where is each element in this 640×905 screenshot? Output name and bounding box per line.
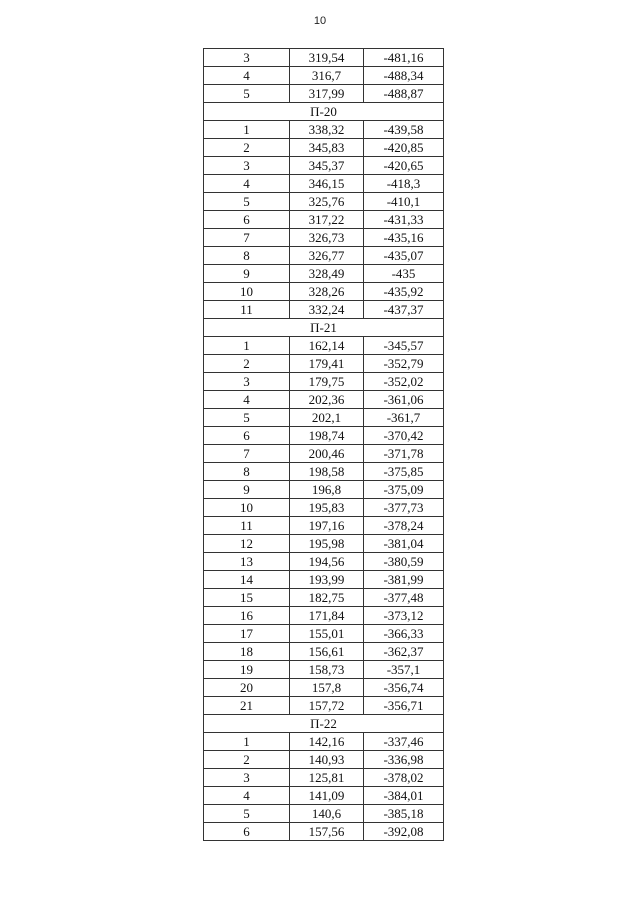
point-number-cell: 9 — [204, 481, 290, 499]
x-coordinate-cell: 140,6 — [290, 805, 364, 823]
y-coordinate-cell: -371,78 — [364, 445, 444, 463]
x-coordinate-cell: 317,22 — [290, 211, 364, 229]
point-number-cell: 11 — [204, 517, 290, 535]
x-coordinate-cell: 202,36 — [290, 391, 364, 409]
y-coordinate-cell: -357,1 — [364, 661, 444, 679]
table-row — [204, 733, 444, 751]
table-row — [204, 391, 444, 409]
x-coordinate-cell: 125,81 — [290, 769, 364, 787]
table-row — [204, 751, 444, 769]
table-row — [204, 121, 444, 139]
table-row — [204, 229, 444, 247]
y-coordinate-cell: -381,04 — [364, 535, 444, 553]
table-row — [204, 517, 444, 535]
table-row — [204, 265, 444, 283]
y-coordinate-cell: -420,85 — [364, 139, 444, 157]
table-row — [204, 589, 444, 607]
y-coordinate-cell: -377,48 — [364, 589, 444, 607]
x-coordinate-cell: 157,8 — [290, 679, 364, 697]
x-coordinate-cell: 196,8 — [290, 481, 364, 499]
y-coordinate-cell: -362,37 — [364, 643, 444, 661]
point-number-cell: 7 — [204, 445, 290, 463]
point-number-cell: 11 — [204, 301, 290, 319]
section-header-row — [204, 319, 444, 337]
x-coordinate-cell: 197,16 — [290, 517, 364, 535]
table-row — [204, 499, 444, 517]
coordinates-table — [203, 48, 444, 841]
x-coordinate-cell: 198,58 — [290, 463, 364, 481]
y-coordinate-cell: -375,85 — [364, 463, 444, 481]
x-coordinate-cell: 328,49 — [290, 265, 364, 283]
point-number-cell: 13 — [204, 553, 290, 571]
y-coordinate-cell: -356,71 — [364, 697, 444, 715]
point-number-cell: 10 — [204, 499, 290, 517]
table-row — [204, 409, 444, 427]
point-number-cell: 2 — [204, 751, 290, 769]
table-row — [204, 283, 444, 301]
x-coordinate-cell: 193,99 — [290, 571, 364, 589]
y-coordinate-cell: -431,33 — [364, 211, 444, 229]
x-coordinate-cell: 345,37 — [290, 157, 364, 175]
table-row — [204, 67, 444, 85]
x-coordinate-cell: 179,75 — [290, 373, 364, 391]
x-coordinate-cell: 179,41 — [290, 355, 364, 373]
y-coordinate-cell: -418,3 — [364, 175, 444, 193]
point-number-cell: 8 — [204, 247, 290, 265]
x-coordinate-cell: 157,56 — [290, 823, 364, 841]
point-number-cell: 3 — [204, 157, 290, 175]
x-coordinate-cell: 141,09 — [290, 787, 364, 805]
y-coordinate-cell: -381,99 — [364, 571, 444, 589]
y-coordinate-cell: -410,1 — [364, 193, 444, 211]
x-coordinate-cell: 156,61 — [290, 643, 364, 661]
y-coordinate-cell: -384,01 — [364, 787, 444, 805]
y-coordinate-cell: -352,02 — [364, 373, 444, 391]
x-coordinate-cell: 200,46 — [290, 445, 364, 463]
table-row — [204, 823, 444, 841]
x-coordinate-cell: 171,84 — [290, 607, 364, 625]
table-row — [204, 247, 444, 265]
y-coordinate-cell: -361,06 — [364, 391, 444, 409]
point-number-cell: 4 — [204, 787, 290, 805]
y-coordinate-cell: -361,7 — [364, 409, 444, 427]
x-coordinate-cell: 316,7 — [290, 67, 364, 85]
table-row — [204, 805, 444, 823]
x-coordinate-cell: 182,75 — [290, 589, 364, 607]
y-coordinate-cell: -356,74 — [364, 679, 444, 697]
table-row — [204, 427, 444, 445]
point-number-cell: 7 — [204, 229, 290, 247]
x-coordinate-cell: 326,77 — [290, 247, 364, 265]
table-row — [204, 463, 444, 481]
y-coordinate-cell: -488,34 — [364, 67, 444, 85]
page-number: 10 — [313, 15, 327, 27]
y-coordinate-cell: -375,09 — [364, 481, 444, 499]
point-number-cell: 9 — [204, 265, 290, 283]
section-header-row — [204, 103, 444, 121]
table-row — [204, 337, 444, 355]
x-coordinate-cell: 345,83 — [290, 139, 364, 157]
point-number-cell: 14 — [204, 571, 290, 589]
x-coordinate-cell: 198,74 — [290, 427, 364, 445]
point-number-cell: 6 — [204, 823, 290, 841]
table-row — [204, 157, 444, 175]
y-coordinate-cell: -380,59 — [364, 553, 444, 571]
table-row — [204, 697, 444, 715]
table-row — [204, 193, 444, 211]
y-coordinate-cell: -377,73 — [364, 499, 444, 517]
y-coordinate-cell: -437,37 — [364, 301, 444, 319]
table-row — [204, 355, 444, 373]
point-number-cell: 10 — [204, 283, 290, 301]
x-coordinate-cell: 162,14 — [290, 337, 364, 355]
point-number-cell: 2 — [204, 355, 290, 373]
point-number-cell: 20 — [204, 679, 290, 697]
table-row — [204, 661, 444, 679]
table-row — [204, 211, 444, 229]
point-number-cell: 3 — [204, 769, 290, 787]
table-row — [204, 49, 444, 67]
table-row — [204, 679, 444, 697]
y-coordinate-cell: -385,18 — [364, 805, 444, 823]
x-coordinate-cell: 328,26 — [290, 283, 364, 301]
table-row — [204, 445, 444, 463]
section-header-row — [204, 715, 444, 733]
x-coordinate-cell: 338,32 — [290, 121, 364, 139]
x-coordinate-cell: 317,99 — [290, 85, 364, 103]
point-number-cell: 6 — [204, 211, 290, 229]
x-coordinate-cell: 140,93 — [290, 751, 364, 769]
y-coordinate-cell: -435,92 — [364, 283, 444, 301]
x-coordinate-cell: 325,76 — [290, 193, 364, 211]
y-coordinate-cell: -345,57 — [364, 337, 444, 355]
table-row — [204, 607, 444, 625]
point-number-cell: 3 — [204, 49, 290, 67]
point-number-cell: 4 — [204, 175, 290, 193]
point-number-cell: 21 — [204, 697, 290, 715]
point-number-cell: 8 — [204, 463, 290, 481]
point-number-cell: 1 — [204, 121, 290, 139]
y-coordinate-cell: -488,87 — [364, 85, 444, 103]
x-coordinate-cell: 142,16 — [290, 733, 364, 751]
point-number-cell: 17 — [204, 625, 290, 643]
point-number-cell: 1 — [204, 733, 290, 751]
x-coordinate-cell: 346,15 — [290, 175, 364, 193]
point-number-cell: 15 — [204, 589, 290, 607]
y-coordinate-cell: -439,58 — [364, 121, 444, 139]
y-coordinate-cell: -435,07 — [364, 247, 444, 265]
point-number-cell: 5 — [204, 805, 290, 823]
x-coordinate-cell: 158,73 — [290, 661, 364, 679]
point-number-cell: 3 — [204, 373, 290, 391]
coordinates-table-body — [204, 49, 444, 841]
section-label: П-21 — [204, 319, 444, 337]
point-number-cell: 1 — [204, 337, 290, 355]
table-row — [204, 175, 444, 193]
table-row — [204, 373, 444, 391]
y-coordinate-cell: -373,12 — [364, 607, 444, 625]
x-coordinate-cell: 332,24 — [290, 301, 364, 319]
table-row — [204, 787, 444, 805]
table-row — [204, 481, 444, 499]
point-number-cell: 18 — [204, 643, 290, 661]
point-number-cell: 12 — [204, 535, 290, 553]
table-row — [204, 301, 444, 319]
point-number-cell: 4 — [204, 67, 290, 85]
table-row — [204, 139, 444, 157]
y-coordinate-cell: -392,08 — [364, 823, 444, 841]
y-coordinate-cell: -420,65 — [364, 157, 444, 175]
point-number-cell: 5 — [204, 85, 290, 103]
y-coordinate-cell: -366,33 — [364, 625, 444, 643]
y-coordinate-cell: -481,16 — [364, 49, 444, 67]
y-coordinate-cell: -370,42 — [364, 427, 444, 445]
x-coordinate-cell: 155,01 — [290, 625, 364, 643]
point-number-cell: 16 — [204, 607, 290, 625]
x-coordinate-cell: 202,1 — [290, 409, 364, 427]
x-coordinate-cell: 194,56 — [290, 553, 364, 571]
table-row — [204, 625, 444, 643]
table-row — [204, 571, 444, 589]
table-row — [204, 553, 444, 571]
table-row — [204, 769, 444, 787]
y-coordinate-cell: -336,98 — [364, 751, 444, 769]
point-number-cell: 5 — [204, 409, 290, 427]
x-coordinate-cell: 326,73 — [290, 229, 364, 247]
x-coordinate-cell: 319,54 — [290, 49, 364, 67]
section-label: П-20 — [204, 103, 444, 121]
table-row — [204, 643, 444, 661]
y-coordinate-cell: -337,46 — [364, 733, 444, 751]
point-number-cell: 2 — [204, 139, 290, 157]
point-number-cell: 4 — [204, 391, 290, 409]
point-number-cell: 19 — [204, 661, 290, 679]
y-coordinate-cell: -378,24 — [364, 517, 444, 535]
point-number-cell: 6 — [204, 427, 290, 445]
x-coordinate-cell: 195,98 — [290, 535, 364, 553]
section-label: П-22 — [204, 715, 444, 733]
y-coordinate-cell: -435,16 — [364, 229, 444, 247]
x-coordinate-cell: 195,83 — [290, 499, 364, 517]
point-number-cell: 5 — [204, 193, 290, 211]
y-coordinate-cell: -435 — [364, 265, 444, 283]
table-row — [204, 85, 444, 103]
table-row — [204, 535, 444, 553]
y-coordinate-cell: -378,02 — [364, 769, 444, 787]
y-coordinate-cell: -352,79 — [364, 355, 444, 373]
x-coordinate-cell: 157,72 — [290, 697, 364, 715]
